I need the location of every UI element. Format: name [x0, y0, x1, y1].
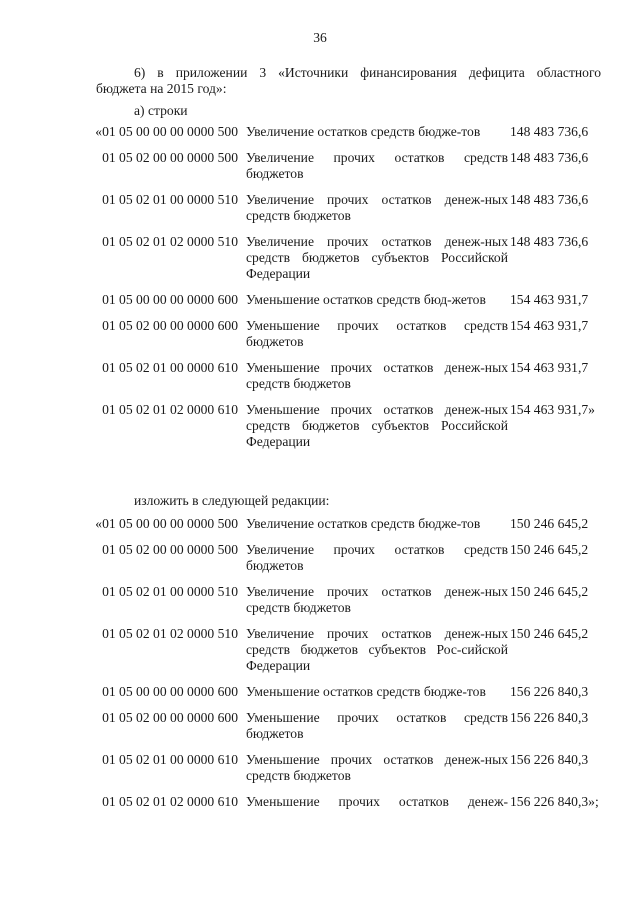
budget-code: 01 05 02 00 00 0000 500	[102, 150, 238, 165]
budget-description: Увеличение прочих остатков средств бюджетов	[246, 150, 508, 181]
budget-amount: 148 483 736,6	[510, 234, 589, 249]
old-row	[70, 292, 630, 308]
old-row	[70, 318, 630, 350]
budget-code: 01 05 02 00 00 0000 600	[102, 318, 238, 333]
budget-description: Увеличение остатков средств бюдже-тов	[246, 516, 481, 531]
budget-amount: 154 463 931,7	[510, 292, 589, 307]
budget-code: 01 05 02 00 00 0000 500	[102, 542, 238, 557]
budget-amount: 150 246 645,2	[510, 584, 589, 599]
old-row	[70, 360, 630, 392]
old-rows-table	[70, 124, 630, 460]
budget-description: Уменьшение прочих остатков денеж-	[246, 794, 508, 809]
budget-code: 01 05 00 00 00 0000 600	[102, 292, 238, 307]
budget-description: Увеличение прочих остатков средств бюджетов	[246, 542, 508, 573]
budget-amount: 150 246 645,2	[510, 516, 589, 531]
budget-description: Уменьшение прочих остатков денеж-ных средств бюджетов	[246, 360, 508, 391]
budget-description: Увеличение остатков средств бюдже-тов	[246, 124, 481, 139]
budget-amount: 150 246 645,2	[510, 626, 589, 641]
budget-amount: 148 483 736,6	[510, 124, 589, 139]
new-row	[70, 584, 630, 616]
budget-code: 01 05 02 01 02 0000 510	[102, 626, 238, 641]
new-row	[70, 516, 630, 532]
budget-amount: 156 226 840,3	[510, 752, 589, 767]
budget-code: 01 05 02 01 00 0000 610	[102, 752, 238, 767]
old-row	[70, 402, 630, 450]
new-rows-table	[70, 516, 630, 820]
budget-amount: 148 483 736,6	[510, 192, 589, 207]
old-row	[70, 192, 630, 224]
new-row	[70, 710, 630, 742]
budget-code: 01 05 02 01 02 0000 510	[102, 234, 238, 249]
budget-amount: 154 463 931,7»	[510, 402, 595, 417]
budget-description: Уменьшение прочих остатков денеж-ных средств бюджетов субъектов Российской Федерации	[246, 402, 508, 449]
new-row	[70, 542, 630, 574]
budget-description: Уменьшение остатков средств бюд-жетов	[246, 292, 486, 307]
budget-code: 01 05 02 01 02 0000 610	[102, 402, 238, 417]
old-row	[70, 124, 630, 140]
budget-amount: 156 226 840,3	[510, 710, 589, 725]
budget-code: 01 05 02 01 02 0000 610	[102, 794, 238, 809]
intro-line-1: 6) в приложении 3 «Источники финансирования дефицита областного	[134, 65, 601, 80]
budget-amount: 154 463 931,7	[510, 360, 589, 375]
budget-description: Уменьшение остатков средств бюдже-тов	[246, 684, 486, 699]
new-row	[70, 626, 630, 674]
new-row	[70, 752, 630, 784]
budget-code: 01 05 02 01 00 0000 510	[102, 192, 238, 207]
budget-amount: 148 483 736,6	[510, 150, 589, 165]
budget-amount: 154 463 931,7	[510, 318, 589, 333]
page-number: 36	[313, 30, 327, 45]
replace-instruction: изложить в следующей редакции:	[134, 493, 330, 508]
budget-description: Увеличение прочих остатков денеж-ных средств бюджетов	[246, 584, 508, 615]
subitem-a-label: а) строки	[134, 103, 188, 118]
budget-amount: 156 226 840,3	[510, 684, 589, 699]
new-row	[70, 684, 630, 700]
budget-code: «01 05 00 00 00 0000 500	[95, 124, 238, 139]
new-row	[70, 794, 630, 810]
budget-code: 01 05 02 01 00 0000 610	[102, 360, 238, 375]
budget-description: Уменьшение прочих остатков средств бюджетов	[246, 710, 508, 741]
budget-description: Увеличение прочих остатков денеж-ных средств бюджетов	[246, 192, 508, 223]
budget-code: 01 05 02 00 00 0000 600	[102, 710, 238, 725]
budget-amount: 150 246 645,2	[510, 542, 589, 557]
budget-description: Увеличение прочих остатков денеж-ных средств бюджетов субъектов Российской Федерации	[246, 234, 508, 281]
budget-code: «01 05 00 00 00 0000 500	[95, 516, 238, 531]
intro-line-2: бюджета на 2015 год»:	[96, 81, 227, 96]
old-row	[70, 150, 630, 182]
old-row	[70, 234, 630, 282]
budget-code: 01 05 02 01 00 0000 510	[102, 584, 238, 599]
budget-code: 01 05 00 00 00 0000 600	[102, 684, 238, 699]
budget-description: Уменьшение прочих остатков денеж-ных средств бюджетов	[246, 752, 508, 783]
budget-description: Уменьшение прочих остатков средств бюджетов	[246, 318, 508, 349]
intro-paragraph	[96, 65, 601, 97]
budget-amount: 156 226 840,3»;	[510, 794, 599, 809]
budget-description: Увеличение прочих остатков денеж-ных средств бюджетов субъектов Рос-сийской Федерации	[246, 626, 508, 673]
